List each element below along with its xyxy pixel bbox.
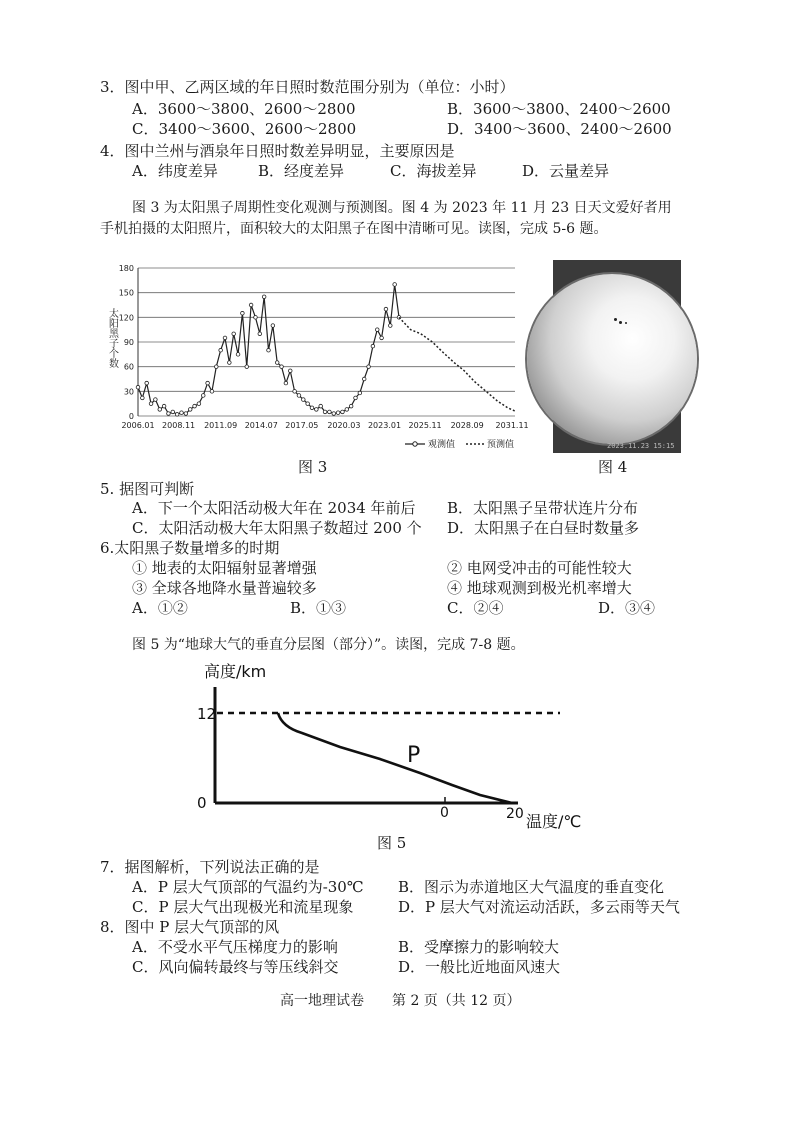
fig3-observed-point (136, 385, 140, 389)
q6-stem: 6.太阳黑子数量增多的时期 (100, 539, 280, 557)
q8-option-d: D．一般比近地面风速大 (398, 958, 561, 976)
fig3-observed-point (154, 398, 158, 402)
intro-5-6-line2: 手机拍摄的太阳照片，面积较大的太阳黑子在图中清晰可见。读图，完成 5-6 题。 (100, 221, 608, 237)
q7-option-b: B．图示为赤道地区大气温度的垂直变化 (398, 878, 665, 896)
q8-stem: 8．图中 P 层大气顶部的风 (100, 918, 280, 936)
fig3-ytick-label: 180 (118, 264, 134, 273)
fig3-observed-point (319, 404, 323, 408)
fig3-observed-point (284, 381, 288, 385)
fig3-observed-point (293, 390, 297, 394)
fig3-predicted-line (399, 317, 515, 411)
fig3-observed-point (171, 410, 175, 414)
q4-option-c: C．海拔差异 (390, 162, 477, 180)
fig3-observed-point (384, 307, 388, 311)
q3-option-c: C．3400～3600、2600～2800 (132, 120, 357, 138)
fig3-observed-point (275, 361, 279, 365)
sun-disk (527, 274, 697, 444)
fig3-observed-point (201, 394, 205, 398)
fig3-observed-point (380, 336, 384, 340)
atmosphere-layer-chart (190, 655, 610, 830)
fig3-legend (405, 438, 514, 450)
fig3-y-ticks (119, 264, 134, 421)
fig3-xtick-label: 2025.11 (408, 421, 442, 430)
fig3-observed-point (315, 408, 319, 412)
q4-option-a: A．纬度差异 (132, 162, 218, 180)
fig3-observed-point (245, 365, 249, 369)
fig3-observed-point (219, 348, 223, 352)
q3-option-d: D．3400～3600、2400～2600 (447, 120, 672, 138)
intro-7-8: 图 5 为“地球大气的垂直分层图（部分）”。读图，完成 7-8 题。 (132, 637, 525, 653)
fig5-ytick-0: 0 (197, 794, 207, 812)
sunspot-dot (619, 321, 622, 324)
fig3-y-axis-label: 太阳黑子个数 (106, 308, 118, 368)
page-footer: 高一地理试卷 第 2 页（共 12 页） (280, 993, 521, 1009)
fig3-observed-point (249, 303, 253, 307)
fig3-xtick-label: 2006.01 (121, 421, 155, 430)
q6-item-3: ③ 全球各地降水量普遍较多 (132, 579, 317, 597)
q5-option-c: C．太阳活动极大年太阳黑子数超过 200 个 (132, 519, 422, 537)
q7-option-a: A．P 层大气顶部的气温约为-30℃ (132, 878, 364, 896)
q5-stem: 5. 据图可判断 (100, 480, 195, 498)
fig3-ytick-label: 120 (118, 313, 134, 323)
q5-option-b: B．太阳黑子呈带状连片分布 (447, 499, 639, 517)
q5-option-a: A．下一个太阳活动极大年在 2034 年前后 (132, 499, 416, 517)
fig3-ytick-label: 90 (123, 338, 134, 347)
sunspot-dot (625, 322, 627, 324)
q3-option-b: B．3600～3800、2400～2600 (447, 100, 671, 118)
fig3-observed-point (145, 381, 149, 385)
fig3-ytick-label: 60 (123, 362, 134, 372)
q4-option-d: D．云量差异 (522, 162, 610, 180)
q4-stem: 4．图中兰州与酒泉年日照时数差异明显，主要原因是 (100, 142, 455, 160)
fig3-observed-point (306, 402, 310, 406)
fig3-observed-point (349, 404, 353, 408)
fig3-observed-point (262, 295, 266, 299)
intro-5-6-line1: 图 3 为太阳黑子周期性变化观测与预测图。图 4 为 2023 年 11 月 23 日天文爱好者用 (132, 200, 672, 216)
fig3-observed-point (228, 361, 232, 365)
q6-item-1: ① 地表的太阳辐射显著增强 (132, 559, 317, 577)
photo-timestamp: 2023.11.23 15:15 (607, 442, 675, 450)
q7-stem: 7．据图解析，下列说法正确的是 (100, 858, 320, 876)
fig3-observed-point (149, 402, 153, 406)
fig3-observed-point (184, 412, 188, 416)
fig3-observed-point (297, 394, 301, 398)
fig5-x-axis-label: 温度/℃ (526, 812, 582, 831)
q7-option-c: C．P 层大气出现极光和流星现象 (132, 898, 354, 916)
q6-option-d: D．③④ (598, 599, 656, 617)
fig3-xtick-label: 2017.05 (285, 421, 319, 430)
fig3-observed-point (193, 404, 197, 408)
fig3-observed-point (210, 390, 214, 394)
fig5-xtick-0: 0 (440, 805, 449, 821)
fig5-y-axis-label: 高度/km (204, 662, 267, 681)
fig3-observed-point (215, 365, 219, 369)
fig5-ytick-12: 12 (197, 705, 217, 723)
fig3-observed-point (141, 396, 145, 400)
q6-item-4: ④ 地球观测到极光机率增大 (447, 579, 632, 597)
q8-option-c: C．风向偏转最终与等压线斜交 (132, 958, 339, 976)
fig3-observed-point (310, 406, 314, 410)
fig3-observed-point (375, 328, 379, 332)
fig3-xtick-label: 2011.09 (204, 421, 238, 430)
fig3-ytick-label: 0 (128, 412, 134, 421)
fig3-observed-point (345, 408, 349, 412)
fig3-observed-point (223, 336, 227, 340)
q6-option-a: A．①② (132, 599, 188, 617)
fig3-ytick-label: 150 (118, 288, 134, 298)
fig3-observed-point (236, 353, 240, 357)
fig3-observed-point (367, 365, 371, 369)
sunspot-cycle-chart (100, 258, 529, 458)
fig3-observed-point (180, 411, 184, 415)
fig5-temperature-curve (278, 713, 512, 803)
fig5-layer-label: P (407, 743, 421, 768)
fig3-observed-point (197, 402, 201, 406)
fig3-series (136, 283, 515, 417)
fig3-observed-point (267, 348, 271, 352)
fig3-xtick-label: 2020.03 (327, 421, 361, 430)
fig3-observed-point (188, 408, 192, 412)
fig3-observed-point (206, 381, 210, 385)
fig3-observed-point (358, 391, 362, 395)
q3-stem: 3．图中甲、乙两区域的年日照时数范围分别为（单位：小时） (100, 78, 515, 96)
fig3-observed-point (175, 413, 179, 417)
fig3-observed-point (362, 377, 366, 381)
fig3-legend-observed: 观测值 (428, 440, 456, 450)
fig3-observed-point (254, 316, 258, 320)
fig3-xtick-label: 2028.09 (450, 421, 484, 430)
fig3-observed-point (288, 369, 292, 373)
fig3-xtick-label: 2008.11 (162, 421, 196, 430)
fig3-observed-point (241, 311, 245, 315)
fig3-observed-point (328, 410, 332, 414)
fig3-observed-point (232, 332, 236, 336)
fig3-observed-point (393, 283, 397, 287)
fig3-observed-point (371, 344, 375, 348)
fig3-observed-point (162, 404, 166, 408)
sun-photo (553, 260, 681, 453)
fig3-legend-predicted: 预测值 (487, 440, 515, 450)
fig3-observed-point (323, 410, 327, 414)
fig3-observed-point (302, 398, 306, 402)
fig3-observed-point (271, 324, 275, 328)
fig3-observed-point (341, 410, 345, 414)
fig4-caption: 图 4 (598, 458, 628, 476)
q7-option-d: D．P 层大气对流运动活跃，多云雨等天气 (398, 898, 680, 916)
fig3-observed-point (354, 396, 358, 400)
fig5-xtick-20: 20 (506, 806, 524, 822)
fig3-xtick-label: 2014.07 (244, 421, 278, 430)
fig3-caption: 图 3 (298, 458, 328, 476)
fig3-ytick-label: 30 (123, 387, 134, 397)
fig3-observed-point (280, 365, 284, 369)
fig3-xtick-label: 2023.01 (367, 421, 402, 430)
q3-option-a: A．3600～3800、2600～2800 (132, 100, 356, 118)
fig3-observed-point (167, 412, 171, 416)
sunspot-dot (614, 318, 617, 321)
q6-option-b: B．①③ (290, 599, 347, 617)
q5-option-d: D．太阳黑子在白昼时数量多 (447, 519, 640, 537)
fig3-grid (138, 268, 515, 416)
fig3-observed-point (389, 324, 393, 328)
fig3-observed-point (258, 332, 262, 336)
fig3-observed-point (336, 411, 340, 415)
fig3-x-ticks (121, 421, 528, 430)
q6-item-2: ② 电网受冲击的可能性较大 (447, 559, 632, 577)
q8-option-a: A．不受水平气压梯度力的影响 (132, 938, 338, 956)
q8-option-b: B．受摩擦力的影响较大 (398, 938, 560, 956)
q4-option-b: B．经度差异 (258, 162, 345, 180)
q6-option-c: C．②④ (447, 599, 504, 617)
fig5-caption: 图 5 (377, 834, 407, 852)
fig3-xtick-label: 2031.11 (495, 421, 529, 430)
fig3-observed-point (332, 412, 336, 416)
fig3-observed-point (158, 408, 162, 412)
